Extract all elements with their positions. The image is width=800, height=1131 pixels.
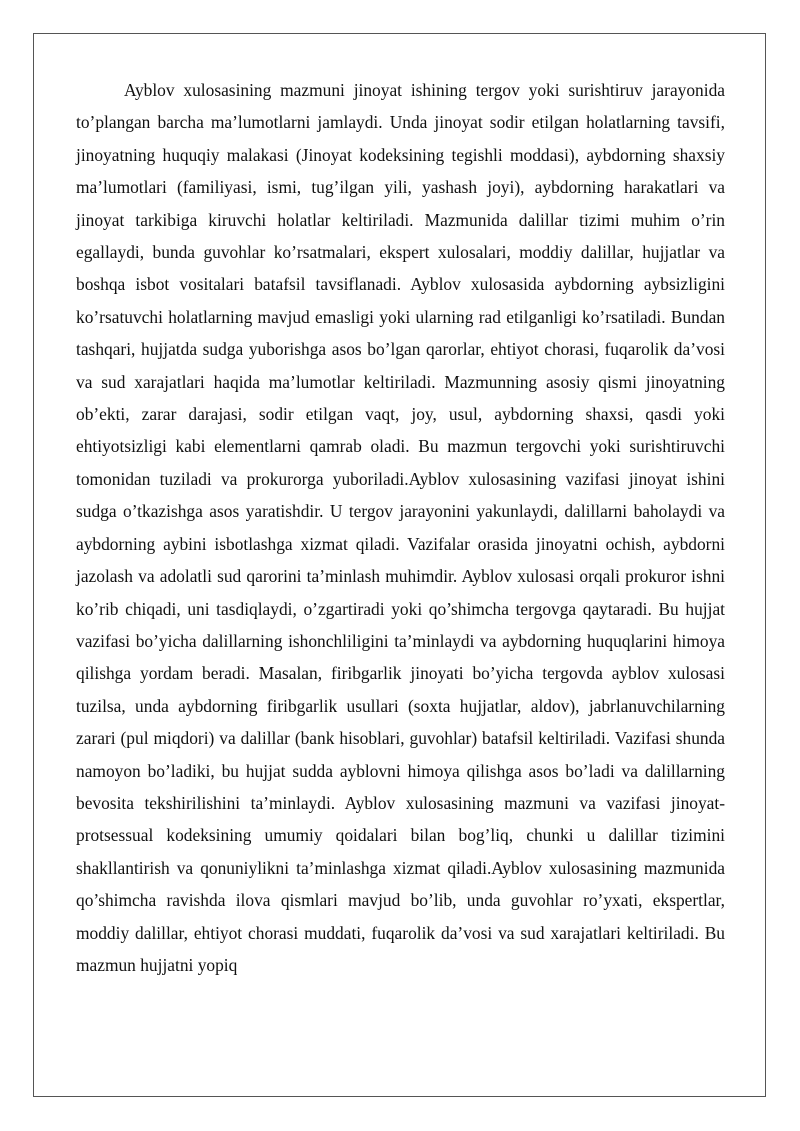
body-paragraph: Ayblov xulosasining mazmuni jinoyat ishining tergov yoki surishtiruv jarayonida to’plangan barcha ma’lumotlarni jamlaydi. Unda jinoyat sodir etilgan holatlarning tavsifi, jinoyatning huquqiy malakasi (Jinoyat kodeksining tegishli moddasi), aybdorning shaxsiy ma’lumotlari (familiyasi, ismi, tug’ilgan yili, yashash joyi), aybdorning harakatlari va jinoyat tarkibiga kiruvchi holatlar keltiriladi. Mazmunida dalillar tizimi muhim o’rin egallaydi, bunda guvohlar ko’rsatmalari, ekspert xulosalari, moddiy dalillar, hujjatlar va boshqa isbot vositalari batafsil tavsiflanadi. Ayblov xulosasida aybdorning aybsizligini ko’rsatuvchi holatlarning mavjud emasligi yoki ularning rad etilganligi ko’rsatiladi. Bundan tashqari, hujjatda sudga yuborishga asos bo’lgan qarorlar, ehtiyot chorasi, fuqarolik da’vosi va sud xarajatlari haqida ma’lumotlar keltiriladi. Mazmunning asosiy qismi jinoyatning ob’ekti, zarar darajasi, sodir etilgan vaqt, joy, usul, aybdorning shaxsi, qasdi yoki ehtiyotsizligi kabi elementlarni qamrab oladi. Bu mazmun tergovchi yoki surishtiruvchi tomonidan tuziladi va prokurorga yuboriladi.Ayblov xulosasining vazifasi jinoyat ishini sudga o’tkazishga asos yaratishdir. U tergov jarayonini yakunlaydi, dalillarni baholaydi va aybdorning aybini isbotlashga xizmat qiladi. Vazifalar orasida jinoyatni ochish, aybdorni jazolash va adolatli sud qarorini ta’minlash muhimdir. Ayblov xulosasi orqali prokuror ishni ko’rib chiqadi, uni tasdiqlaydi, o’zgartiradi yoki qo’shimcha tergovga qaytaradi. Bu hujjat vazifasi bo’yicha dalillarning ishonchliligini ta’minlaydi va aybdorning huquqlarini himoya qilishga yordam beradi. Masalan, firibgarlik jinoyati bo’yicha tergovda ayblov xulosasi tuzilsa, unda aybdorning firibgarlik usullari (soxta hujjatlar, aldov), jabrlanuvchilarning zarari (pul miqdori) va dalillar (bank hisoblari, guvohlar) batafsil keltiriladi. Vazifasi shunda namoyon bo’ladiki, bu hujjat sudda ayblovni himoya qilishga asos bo’ladi va dalillarning bevosita tekshirilishini ta’minlaydi. Ayblov xulosasining mazmuni va vazifasi jinoyat-protsessual kodeksining umumiy qoidalari bilan bog’liq, chunki u dalillar tizimini shakllantirish va qonuniylikni ta’minlashga xizmat qiladi.Ayblov xulosasining mazmunida qo’shimcha ravishda ilova qismlari mavjud bo’lib, unda guvohlar ro’yxati, ekspertlar, moddiy dalillar, ehtiyot chorasi muddati, fuqarolik da’vosi va sud xarajatlari keltiriladi. Bu mazmun hujjatni yopiq <box>76 80 725 975</box>
document-body <box>76 74 725 981</box>
